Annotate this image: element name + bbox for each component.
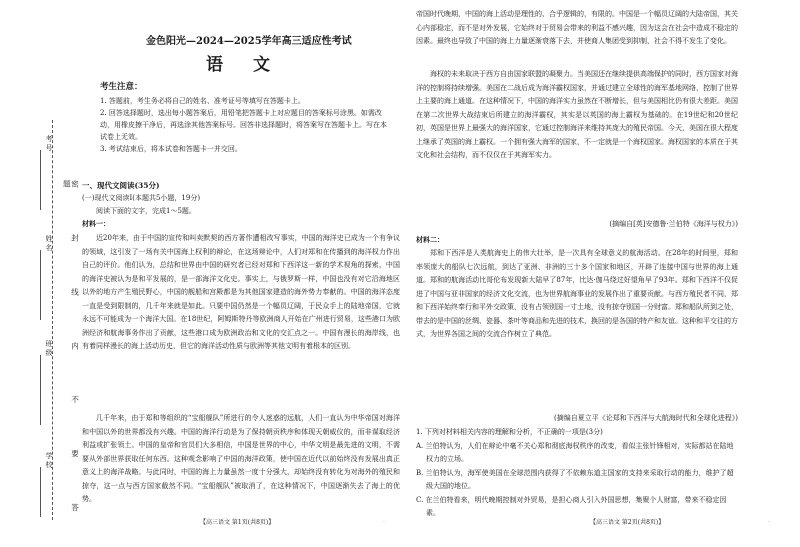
notice-box xyxy=(100,80,392,155)
passage-block xyxy=(416,8,738,62)
subject-title: 语文 xyxy=(206,55,300,75)
option-c: C. 在兰伯特看来，明代晚期控制对外贸易，是担心商人引入外国思想，集聚个人财富，带来不稳定因素。 xyxy=(416,495,727,517)
class-label: 班级 xyxy=(45,340,53,358)
source-caption-block xyxy=(416,216,738,231)
binding-margin xyxy=(0,0,80,547)
instruction: 阅读下面的文字，完成1～5题。 xyxy=(96,207,196,215)
exam-number-label: 考号 xyxy=(45,135,53,153)
passage-paragraph: 海权的未来取决于西方自由国家联盟的凝聚力。当美国还在继续提供高端保护的同时，西方国家对海洋的控制将持续增强。美国在二战后成为海洋霸权国家，并通过建立全球性的海军基地网络，控制了世界上主要的海上通道。在这种情况下，中国的海洋实力虽然在不断增长，但与美国相比仍有很大差距。美国在第二次世界大战结束后所建立的海洋霸权，其实是以英国的海上霸权为基础的。在19世纪和20世纪初，英国是世界上最强大的海洋国家，它通过控制海洋来维持其庞大的殖民帝国。今天，美国在很大程度上继承了英国的海上霸权。一个拥有强大海军的国家，不一定就是一个海权国家。海权国家的本质在于其文化和社会结构，而不仅仅在于其海军实力。 xyxy=(416,70,738,159)
passage-paragraph: 郑和下西洋是人类航海史上的伟大壮举，是一次具有全球意义的航海活动。在28年的时间里，郑和率领庞大的船队七次远航，到达了亚洲、非洲的三十多个国家和地区，开辟了连接中国与世界的海上通道。郑和的航海活动比哥伦布发现新大陆早了87年，比达·伽马绕过好望角早了93年。郑和下西洋不仅促进了中国与亚非国家的经济文化交流，也为世界航海事业的发展作出了重要贡献。与西方殖民者不同，郑和下西洋始终奉行和平外交政策，没有占领别国一寸土地，没有掠夺别国一分财富。郑和船队所到之处，带去的是中国的丝绸、瓷器、茶叶等商品和先进的技术，换回的是各国的特产和友谊。这种和平交往的方式，为世界各国之间的交流合作树立了典范。 xyxy=(416,249,738,338)
material-label: 材料一： xyxy=(82,219,110,228)
left-column xyxy=(82,0,400,547)
material-label: 材料二： xyxy=(416,235,444,244)
name-line xyxy=(40,250,41,320)
passage-paragraph: 帝国时代晚期，中国的海上活动是理性的、合乎逻辑的，有限的。中国是一个幅员辽阔的大陆帝国，其关心内部稳定，而不是对外发展，它始终对于贸易会带来的利益不感兴趣，因为这会在社会中造成不稳定的因素。最终也导致了中国的海上力量逐渐衰落下去，并使商人集团受到抑制，社会不得不发生了变化。 xyxy=(416,10,738,45)
section-title: 一、现代文阅读(35分) xyxy=(82,181,160,190)
passage-paragraph: 近20年来，由于中国的宣传和叫卖默契的西方著作遭相改写事实，中国的海洋史已成为一个有争议的领域，这引发了一场有关中国海上权利的辩论，在这场辩论中，人们对郑和在传播到的海洋权力作出自己的评价。他们认为，总结和世界由中国的研究者已经对郑和下西洋这一新的学术视角的探索，中国的海洋史被认为是和平发展的，是一部海洋文化史。事实上，与俄罗斯一样，中国也没有对它沿海地区以外的地方产生殖民野心，中国的舰船和宫殿都是为其他国家建造的海外势力奉献的。中国的海洋态度一直是受到限制的，几千年来就是如此。只要中国仍然是一个幅员辽阔，于民众手上的陆地帝国，它就永远不可能成为一个海洋大国。在18世纪，阿姆斯特丹等欧洲商人开始在广州进行贸易，这些港口为欧洲经济和航海事务作出了贡献，这些港口成为欧洲政治和文化的交汇点之一。中国有漫长的海岸线，也有着同样漫长的海上活动历史，但它的海洋活动性质与欧洲等其他文明有着根本的区别。 xyxy=(82,234,400,350)
source-caption-block xyxy=(416,410,738,425)
subsection-title: (一)现代文阅读Ⅰ(本题共5小题，19分) xyxy=(82,194,201,202)
exam-title: 金色阳光—2024—2025学年高三适应性考试 xyxy=(146,36,352,47)
notice-item: 3. 考试结束后，将本试卷和答题卡一并交回。 xyxy=(100,145,242,153)
school-line xyxy=(40,467,41,517)
page-footer: 【高三语文 第1页(共8页)】 xyxy=(200,519,275,526)
source-caption: (摘编自[英]安德鲁·兰伯特《海洋与权力》) xyxy=(609,220,738,228)
name-label: 姓名 xyxy=(45,235,53,253)
material-label-block xyxy=(416,233,738,246)
option-a: A. 兰伯特认为，人们在辩论中毫不关心郑和彻底海权秩序的改变，看似主张针锋相对，实际都站在陆地权力的立场。 xyxy=(416,441,734,463)
question-block xyxy=(416,426,738,521)
class-line xyxy=(40,355,41,425)
notice-item: 1. 答题前，考生务必将自己的姓名、准考证号等填写在答题卡上。 xyxy=(100,97,305,105)
page-mark: · xyxy=(383,519,385,526)
binding-dashed-line xyxy=(52,120,53,520)
right-column xyxy=(416,0,738,547)
passage-paragraph: 几千年来，由于郑和等组织的“宝船舰队”所进行的令人迷惑的远航，人们一直认为中华帝国对海洋和中国以外的世界都没有兴趣。中国的海洋行动是为了保持朝贡秩序和体现天朝威仪的，而非谋取经济利益或扩张领土。中国的皇帝和官员们大多相信，中国是世界的中心，中华文明是最先进的文明，不需要从外部世界获取任何东西。这种观念影响了中国的海洋政策，使中国在近代以前始终没有发展出真正意义上的海洋战略。与此同时，中国的海上力量虽然一度十分强大，却始终没有转化为对海外的殖民和掠夺，这一点与西方国家截然不同。“宝船舰队”被取消了，在这种情况下，中国逐渐失去了海上的优势。 xyxy=(82,414,400,503)
notice-item: 2. 回答选择题时，选出每小题答案后，用铅笔把答题卡上对应题目的答案标号涂黑。如需改动，用橡皮擦干净后，再选涂其他答案标号。回答非选择题时，将答案写在答题卡上。写在本试卷上无效。 xyxy=(100,109,387,141)
school-label: 学校 xyxy=(45,452,53,470)
notice-title: 考生注意： xyxy=(100,82,143,92)
source-caption: (摘编自夏立平《论郑和下西洋与大航海时代和全球化进程》) xyxy=(554,414,738,422)
page-footer: 【高三语文 第2页(共8页)】 xyxy=(590,519,665,526)
exam-number-line xyxy=(40,150,41,210)
passage-block xyxy=(416,68,738,216)
page-mark: · xyxy=(768,519,770,526)
binding-warning: 密 封 线 内 不 要 答 题 xyxy=(62,180,80,533)
passage-block xyxy=(416,247,738,409)
option-b: B. 兰伯特认为，海军使美国在全球范围内获得了不依赖东道主国家的支持来采取行动的能力，维护了超级大国的地位。 xyxy=(416,468,734,490)
question: 1. 下列对材料相关内容的理解和分析，不正确的一项是(3分) xyxy=(416,428,603,436)
